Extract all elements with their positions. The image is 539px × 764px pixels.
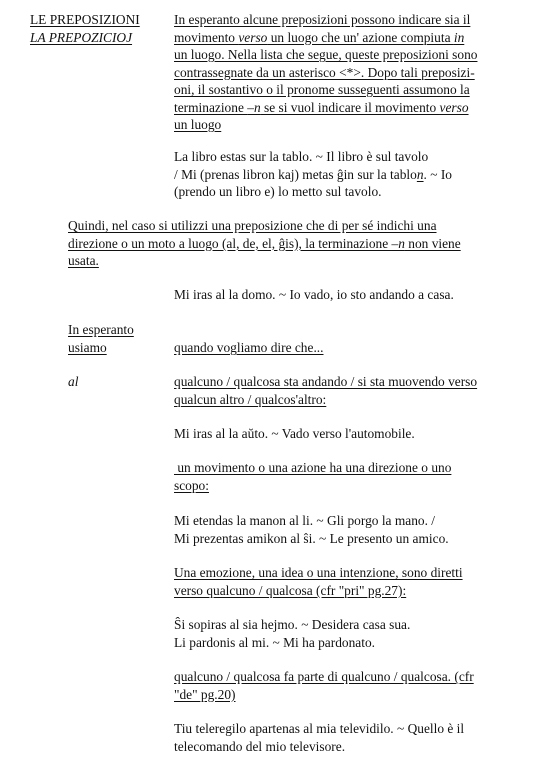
intro-line: terminazione –n se si vuol indicare il movimento verso (174, 99, 469, 115)
intro-paragraph (174, 11, 524, 134)
example-1 (174, 148, 524, 201)
page-subtitle: LA PREPOZICIOJ (30, 29, 133, 45)
entry-example-2: Mi etendas la manon al li. ~ Gli porgo la mano. / Mi prezentas amikon al ŝi. ~ Le presento un amico. (174, 513, 449, 546)
note-line: direzione o un moto a luogo (al, de, el, ĝis), la terminazione –n non viene (68, 235, 461, 251)
definition-3: Una emozione, una idea o una intenzione, sono diretti verso qualcuno / qualcosa (cfr "pri" pg.27): (174, 565, 463, 598)
definition-2: un movimento o una azione ha una direzione o uno scopo: (174, 460, 452, 493)
intro-line: oni, il sostantivo o il pronome susseguenti assumono la (174, 82, 470, 97)
entry-word: al (68, 374, 79, 389)
column-right-header: quando vogliamo dire che... (174, 340, 324, 355)
entry-example-1: Mi iras al la aŭto. ~ Vado verso l'automobile. (174, 426, 415, 441)
example-line: (prendo un libro e) lo metto sul tavolo. (174, 184, 382, 199)
example-2 (174, 286, 454, 304)
entry-example-3: Ŝi sopiras al sia hejmo. ~ Desidera casa sua. Li pardonis al mi. ~ Mi ha pardonato. (174, 617, 411, 650)
note-paragraph (68, 217, 528, 270)
column-left-header: In esperanto usiamo (68, 322, 134, 355)
intro-line: contrassegnate da un asterisco <*>. Dopo tali preposizi- (174, 64, 475, 80)
example-line: / Mi (prenas libron kaj) metas ĝin sur la tablon. ~ Io (174, 166, 452, 182)
page-title: LE PREPOSIZIONI (30, 12, 140, 27)
definition-1: qualcuno / qualcosa sta andando / si sta muovendo verso qualcun altro / qualcos'altro: (174, 374, 478, 407)
intro-line: un luogo. Nella lista che segue, queste preposizioni sono (174, 47, 478, 62)
intro-line: movimento verso un luogo che un' azione compiuta in (174, 29, 465, 45)
note-line: usata. (68, 253, 99, 268)
definition-4: qualcuno / qualcosa fa parte di qualcuno / qualcosa. (cfr "de" pg.20) (174, 669, 474, 702)
note-line: Quindi, nel caso si utilizzi una preposizione che di per sé indichi una (68, 218, 437, 233)
intro-line: In esperanto alcune preposizioni possono indicare sia il (174, 12, 471, 27)
title-block (30, 11, 140, 46)
intro-line: un luogo (174, 117, 222, 132)
example-line: Mi iras al la domo. ~ Io vado, io sto andando a casa. (174, 287, 454, 302)
example-line: La libro estas sur la tablo. ~ Il libro è sul tavolo (174, 149, 429, 164)
entry-example-4: Tiu teleregilo apartenas al mia televidilo. ~ Quello è il telecomando del mio televisore. (174, 721, 465, 754)
